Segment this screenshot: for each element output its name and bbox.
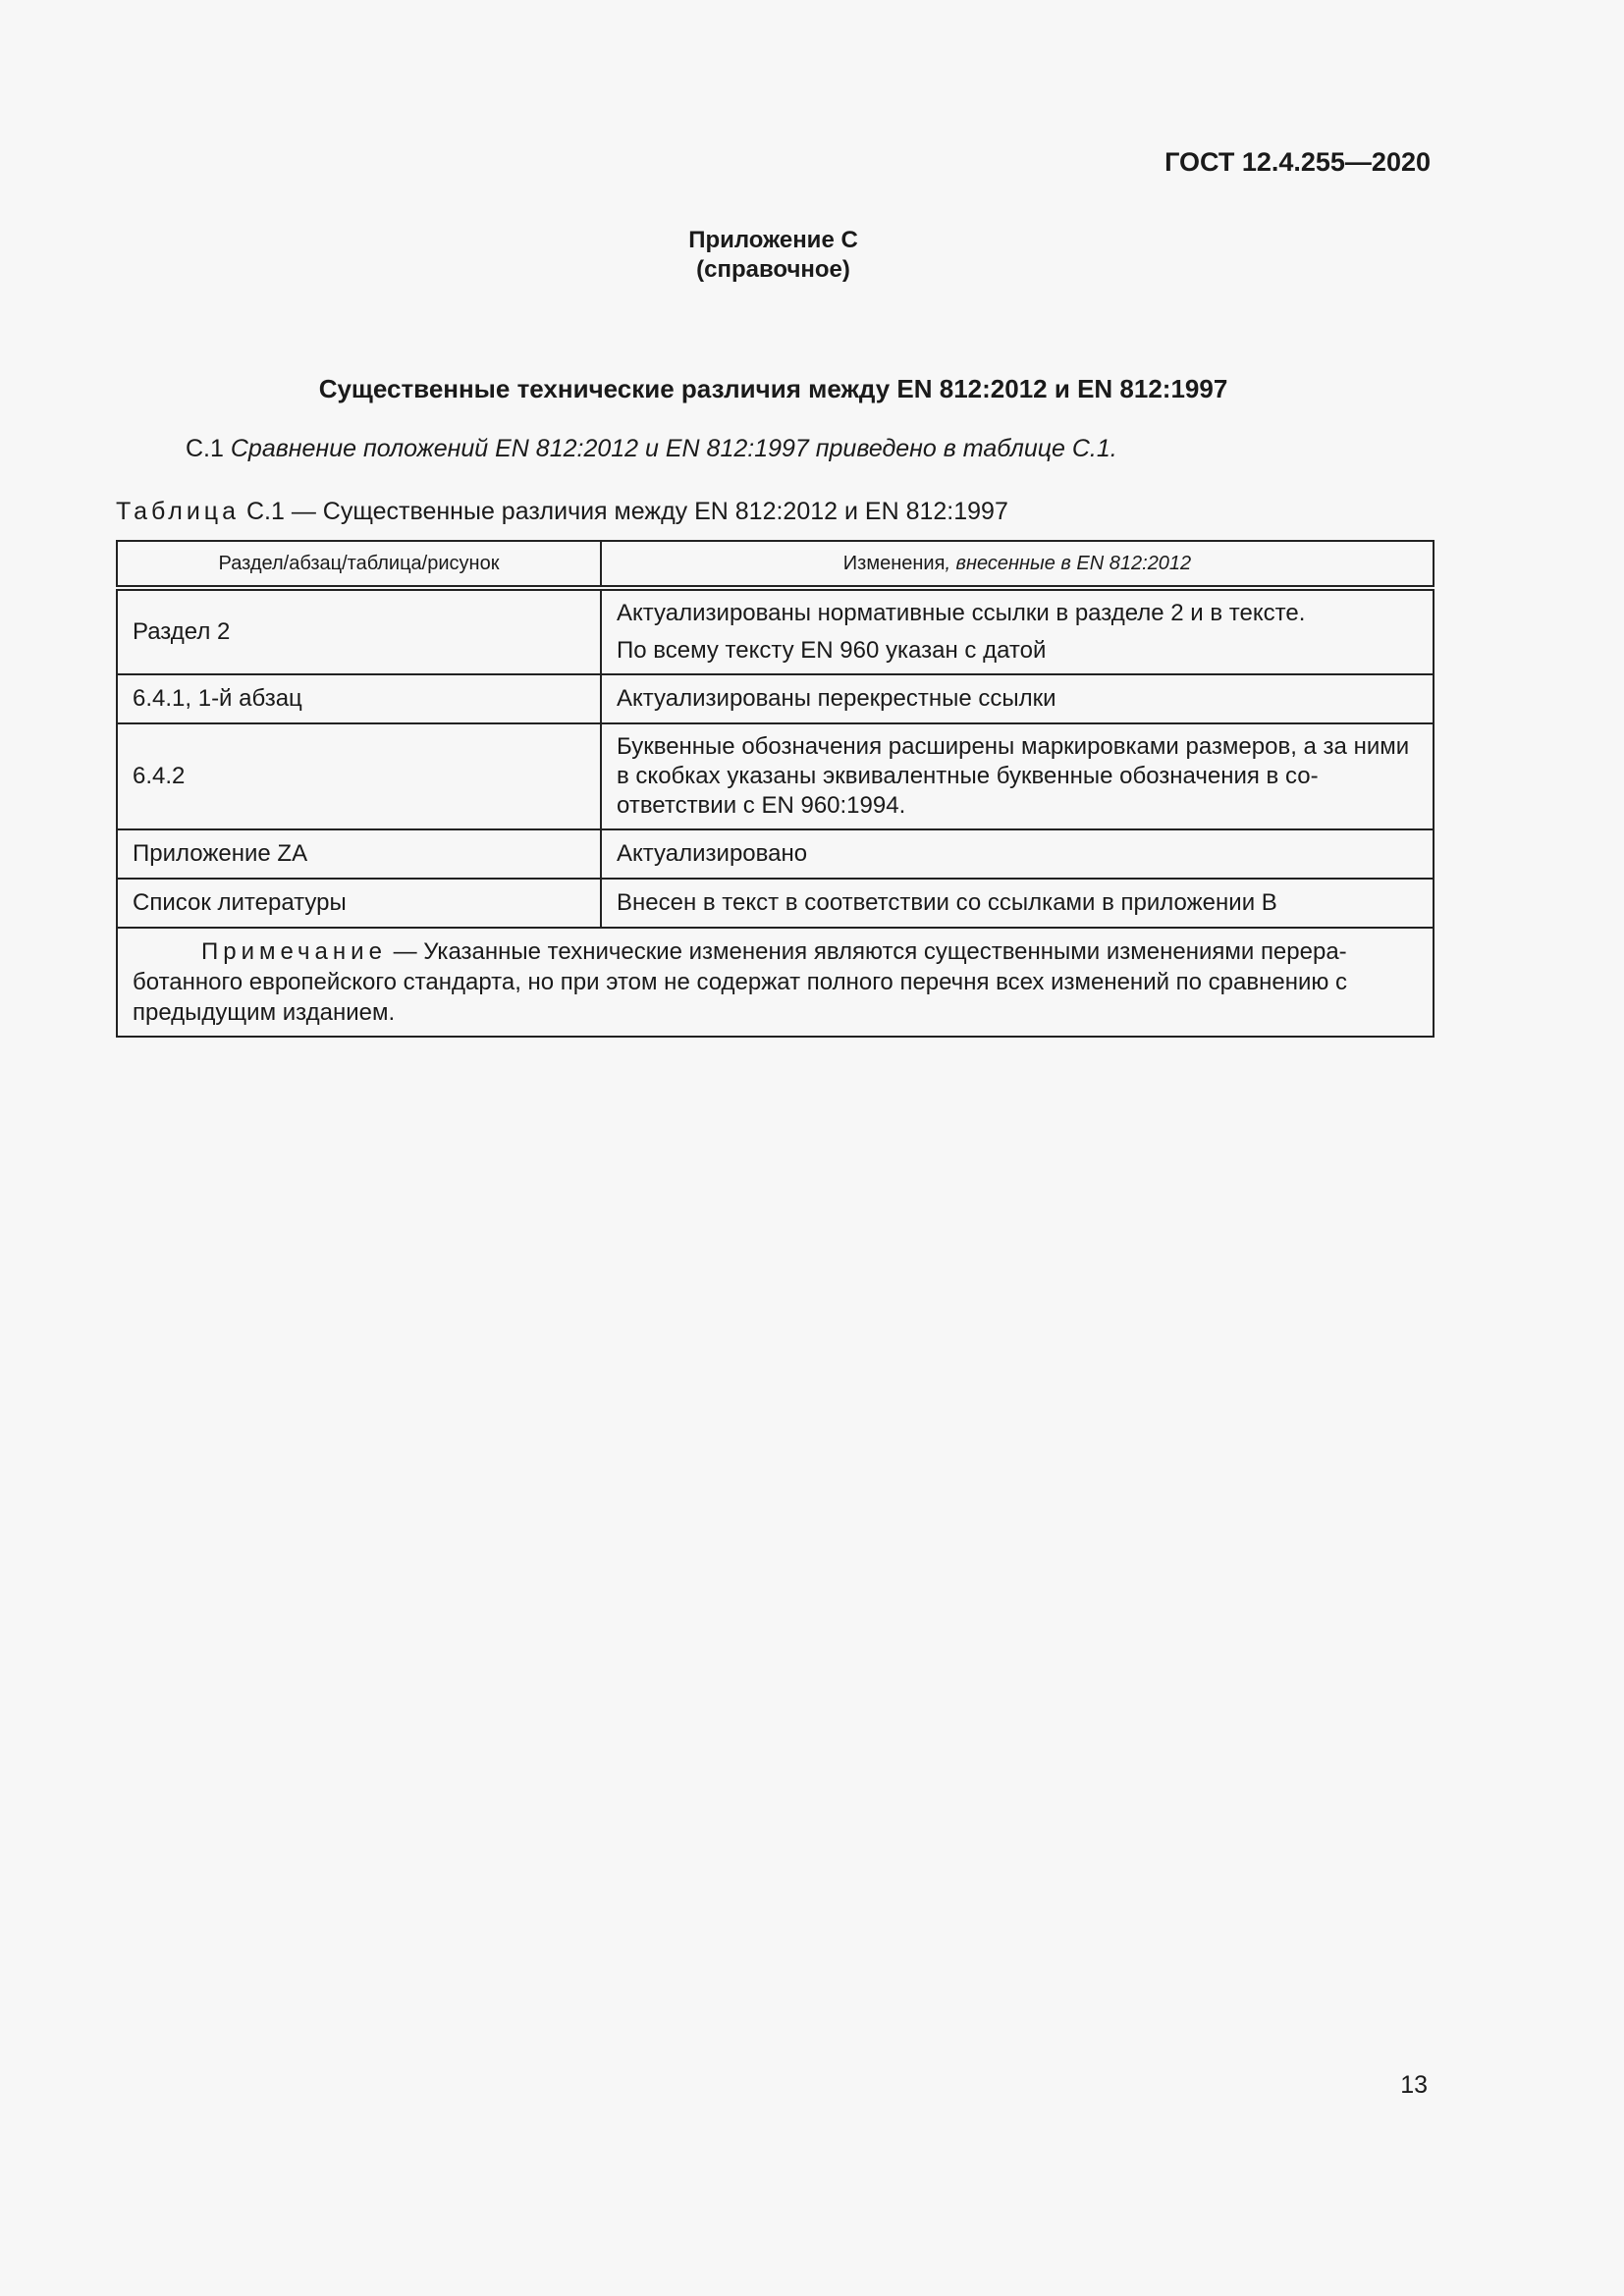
note-label: Примечание	[201, 938, 387, 965]
note-text: — Указанные технические изменения являются существенными изменениями перера-ботанного европейского стандарта, но при этом не содержат полного перечня всех изменений по сравнению с предыдущим изданием.	[133, 938, 1348, 1026]
document-code: ГОСТ 12.4.255—2020	[1164, 147, 1431, 177]
section-title: Существенные технические различия между EN 812:2012 и EN 812:1997	[318, 374, 1228, 403]
header-changes-italic: , внесенные в EN 812:2012	[945, 552, 1192, 574]
table-caption-text: С.1 — Существенные различия между EN 812:2012 и EN 812:1997	[240, 498, 1008, 525]
appendix-subtitle: (справочное)	[696, 256, 850, 283]
table-row	[117, 879, 1434, 928]
row-changes	[601, 588, 1434, 674]
page-number: 13	[1400, 2071, 1428, 2099]
row-section: Приложение ZA	[117, 829, 601, 879]
table-row	[117, 588, 1434, 674]
table-row	[117, 829, 1434, 879]
appendix-heading	[0, 226, 1546, 285]
appendix-title: Приложение С	[688, 227, 858, 253]
row-section: 6.4.1, 1-й абзац	[117, 674, 601, 723]
paragraph-c1	[186, 435, 1117, 463]
table-row	[117, 723, 1434, 829]
row-section: Список литературы	[117, 879, 601, 928]
row-changes: Актуализировано	[601, 829, 1434, 879]
row-change-line: Актуализированы нормативные ссылки в разделе 2 и в тексте.	[617, 600, 1306, 626]
row-section: Раздел 2	[117, 588, 601, 674]
table-caption	[116, 498, 1008, 526]
differences-table	[116, 540, 1435, 1038]
paragraph-text: Сравнение положений EN 812:2012 и EN 812:1997 приведено в таблице С.1.	[230, 435, 1117, 462]
table-row	[117, 674, 1434, 723]
header-changes	[601, 541, 1434, 588]
table-header-row	[117, 541, 1434, 588]
table-note-row	[117, 928, 1434, 1037]
table-caption-label: Таблица	[116, 498, 241, 525]
row-changes: Внесен в текст в соответствии со ссылками в приложении В	[601, 879, 1434, 928]
table-note	[117, 928, 1434, 1037]
row-change-line: По всему тексту EN 960 указан с датой	[617, 637, 1047, 664]
paragraph-number: С.1	[186, 435, 231, 462]
row-changes: Буквенные обозначения расширены маркировками размеров, а за ними в скобках указаны эквивалентные буквенные обозначения в со-ответствии с EN 960:1994.	[601, 723, 1434, 829]
header-changes-normal: Изменения	[842, 552, 946, 574]
header-section: Раздел/абзац/таблица/рисунок	[117, 541, 601, 588]
row-changes: Актуализированы перекрестные ссылки	[601, 674, 1434, 723]
row-section: 6.4.2	[117, 723, 601, 829]
